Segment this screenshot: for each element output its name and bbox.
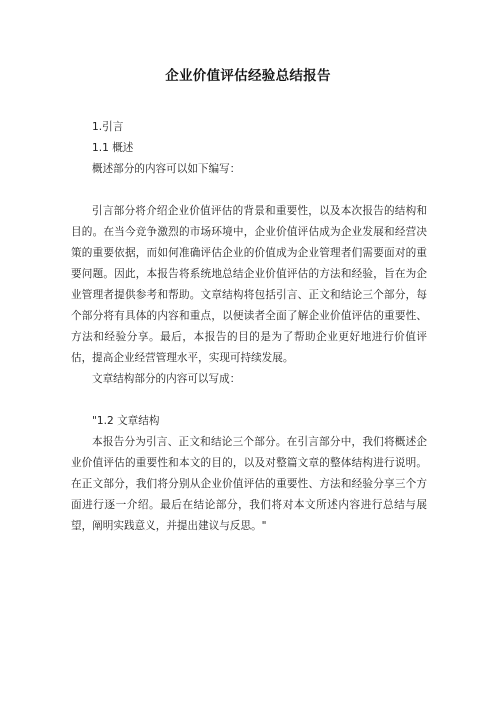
- heading-introduction: 1.引言: [92, 121, 124, 133]
- overview-lead-paragraph: 概述部分的内容可以如下编写：: [92, 163, 241, 175]
- paragraph-spacer: [71, 390, 427, 411]
- document-title: 企业价值评估经验总结报告: [165, 68, 331, 84]
- heading-structure: "1.2 文章结构: [92, 415, 160, 427]
- document-body: [71, 117, 427, 537]
- structure-body-paragraph: 本报告分为引言、正文和结论三个部分。在引言部分中，我们将概述企业价值评估的重要性和本文的目的，以及对整篇文章的整体结构进行说明。在正文部分，我们将分别从企业价值评估的重要性、方法和经验分享三个方面进行逐一介绍。最后在结论部分，我们将对本文所述内容进行总结与展望，阐明实践意义，并提出建议与反思。": [71, 436, 427, 532]
- overview-body-paragraph: 引言部分将介绍企业价值评估的背景和重要性，以及本次报告的结构和目的。在当今竞争激烈的市场环境中，企业价值评估成为企业发展和经营决策的重要依据，而如何准确评估企业的价值成为企业管理者们需要面对的重要问题。因此，本报告将系统地总结企业价值评估的方法和经验，旨在为企业管理者提供参考和帮助。文章结构将包括引言、正文和结论三个部分，每个部分将有具体的内容和重点，以便读者全面了解企业价值评估的重要性、方法和经验分享。最后，本报告的目的是为了帮助企业更好地进行价值评估，提高企业经营管理水平，实现可持续发展。: [71, 205, 427, 364]
- paragraph-spacer: [71, 180, 427, 201]
- structure-lead-paragraph: 文章结构部分的内容可以写成：: [92, 373, 241, 385]
- heading-overview: 1.1 概述: [92, 142, 134, 154]
